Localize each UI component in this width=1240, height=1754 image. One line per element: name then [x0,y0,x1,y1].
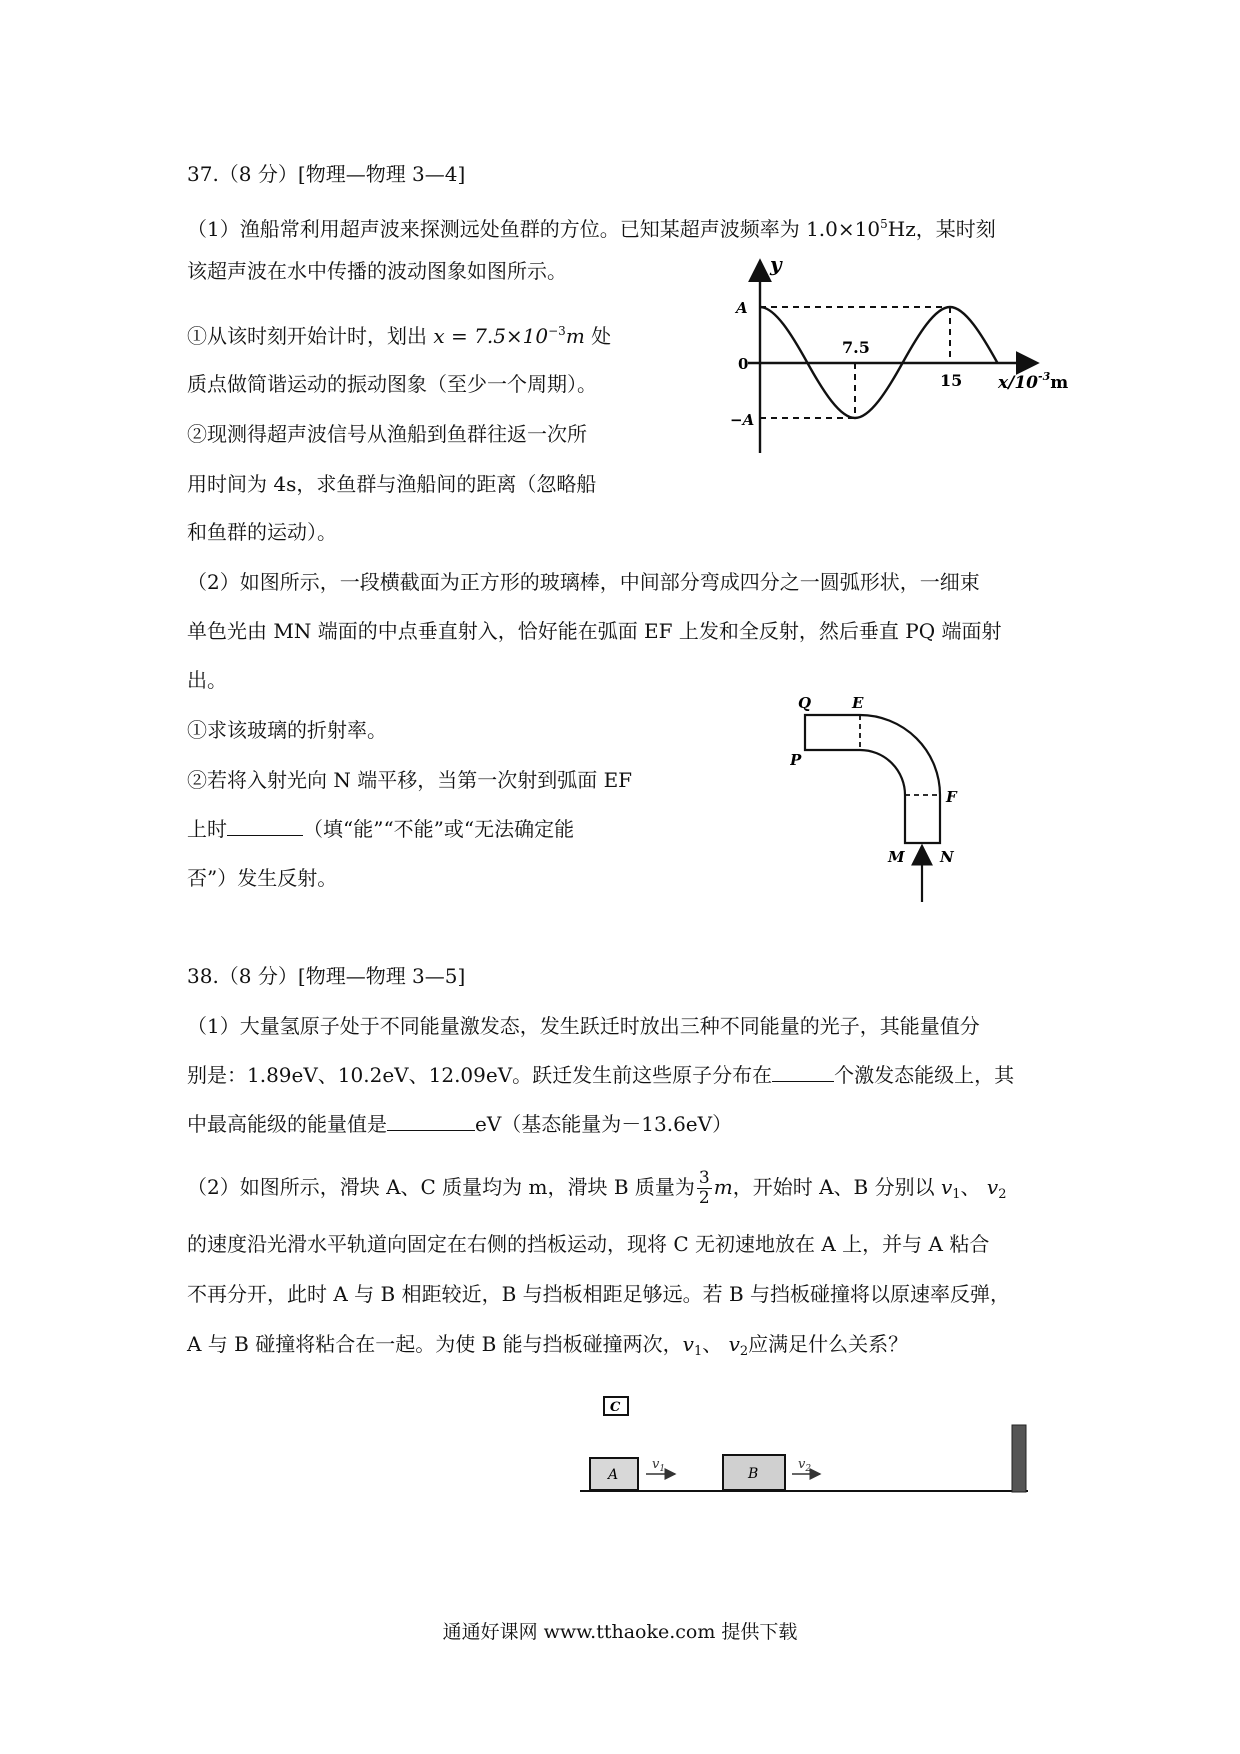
wave-x-label-exp: -3 [1038,370,1051,383]
q38-part2-line2: 的速度沿光滑水平轨道向固定在右侧的挡板运动，现将 C 无初速地放在 A 上，并与 A 粘合 [187,1232,990,1256]
position-unit: m [565,324,585,348]
answer-blank[interactable] [227,815,303,836]
v2-symbol-2: v [728,1332,740,1356]
v2-subscript: 2 [998,1187,1007,1202]
q37-sub1-text: ①从该时刻开始计时，划出 [187,324,434,348]
separator-2: 、 [702,1332,723,1356]
q37-part2-sub2-line2 [187,815,574,843]
answer-blank-energy[interactable] [387,1110,475,1131]
q38-header: 38.（8 分）[物理—物理 3—5] [187,964,466,988]
q37-part2-sub2-line1: ②若将入射光向 N 端平移，当第一次射到弧面 EF [187,768,633,792]
glass-rod-outline [805,715,940,843]
q37-part1-text-a: （1）渔船常利用超声波来探测远处鱼群的方位。已知某超声波频率为 1.0×10 [187,217,881,241]
q37-part2-line2: 单色光由 MN 端面的中点垂直射入，恰好能在弧面 EF 上发和全反射，然后垂直 PQ 端面射 [187,619,1002,643]
q38-part2-text-d: 应满足什么关系？ [748,1332,909,1356]
wave-label-negA: −A [730,411,755,429]
q37-part1-line2: 该超声波在水中传播的波动图象如图所示。 [187,259,567,283]
q38-part2-line4 [187,1330,908,1366]
v2-label-sub: 2 [805,1464,812,1474]
q37-part2-sub2-text-a: 上时 [187,817,227,841]
q37-sub1-text-b: 处 [584,324,612,348]
q37-sub2-line3: 和鱼群的运动）。 [187,520,337,544]
v2-subscript-2: 2 [739,1344,749,1359]
wave-x-label-unit: m [1050,373,1069,393]
q38-part2-text-c: A 与 B 碰撞将粘合在一起。为使 B 能与挡板碰撞两次， [187,1332,683,1356]
v1-subscript: 1 [952,1187,961,1202]
page-footer: 通通好课网 www.tthaoke.com 提供下载 [442,1621,798,1643]
rod-label-M: M [888,848,905,866]
q37-sub2-line1: ②现测得超声波信号从渔船到鱼群往返一次所 [187,422,587,446]
rod-label-E: E [852,694,864,712]
q38-part1-line1: （1）大量氢原子处于不同能量激发态，发生跃迁时放出三种不同能量的光子，其能量值分 [187,1014,980,1038]
q38-part1-text-b: 个激发态能级上，其 [834,1063,1015,1087]
v1-label-base: v [652,1457,660,1472]
rod-label-Q: Q [798,694,812,712]
v1-symbol: v [940,1175,953,1199]
answer-blank-levels[interactable] [772,1061,834,1082]
fraction-denominator: 2 [698,1188,710,1208]
wall-barrier [1012,1425,1026,1492]
v2-label [798,1457,811,1474]
q38-part1-line3 [187,1110,732,1138]
wave-tick-7.5: 7.5 [842,338,870,357]
rod-label-F: F [946,788,957,806]
v2-symbol: v [986,1175,999,1199]
q37-part2-sub1: ①求该玻璃的折射率。 [187,718,387,742]
block-C-label: C [610,1400,621,1415]
mass-fraction [697,1169,712,1208]
rod-label-P: P [790,751,802,769]
wave-graph [730,255,1090,470]
q37-part1-text-b: Hz，某时刻 [887,217,996,241]
wave-label-A: A [736,299,748,317]
wave-y-label: y [770,255,782,276]
frequency-exponent: 5 [880,217,888,231]
wave-label-origin: 0 [738,355,749,373]
q37-part1-line1 [187,210,996,243]
position-expression: x = 7.5×10 [433,324,549,348]
v2-label-base: v [798,1457,806,1472]
q38-part1-line2 [187,1061,1014,1089]
q38-part2-text-a: （2）如图所示，滑块 A、C 质量均为 m，滑块 B 质量为 [187,1175,695,1199]
v1-symbol-2: v [682,1332,694,1356]
v1-label-sub: 1 [659,1464,666,1474]
v1-subscript-2: 1 [693,1344,703,1359]
q37-sub1-line2: 质点做简谐运动的振动图象（至少一个周期）。 [187,372,597,396]
wave-x-label [997,370,1068,393]
q37-part2-line3: 出。 [187,668,227,692]
blocks-figure [580,1395,1040,1510]
q38-part2-line1 [187,1160,1006,1214]
v1-label [652,1457,665,1474]
q38-part1-text-d: eV（基态能量为－13.6eV） [475,1112,733,1136]
glass-rod-figure [790,690,965,910]
separator: 、 [960,1175,981,1199]
q37-header: 37.（8 分）[物理—物理 3—4] [187,162,466,186]
rod-label-N: N [940,848,954,866]
q37-part2-sub2-line3: 否”）发生反射。 [187,866,338,890]
position-exponent: −3 [548,324,566,338]
q37-part2-sub2-text-b: （填“能”“不能”或“无法确定能 [303,817,575,841]
q37-sub2-line2: 用时间为 4s，求鱼群与渔船间的距离（忽略船 [187,472,597,496]
block-A-label: A [608,1467,619,1483]
q37-part2-line1: （2）如图所示，一段横截面为正方形的玻璃棒，中间部分弯成四分之一圆弧形状，一细束 [187,570,980,594]
mass-symbol: m [713,1175,733,1199]
q38-part2-line3: 不再分开，此时 A 与 B 相距较近，B 与挡板相距足够远。若 B 与挡板碰撞将以原速率反弹， [187,1282,1011,1306]
q38-part1-text-c: 中最高能级的能量值是 [187,1112,387,1136]
wave-x-label-base: x/10 [998,373,1039,393]
q37-sub1-line1 [187,317,611,350]
q38-part1-text-a: 别是：1.89eV、10.2eV、12.09eV。跃迁发生前这些原子分布在 [187,1063,773,1087]
q38-part2-text-b: ，开始时 A、B 分别以 [732,1175,941,1199]
fraction-numerator: 3 [698,1168,710,1188]
block-B-label: B [748,1466,759,1482]
wave-tick-15: 15 [940,371,963,390]
